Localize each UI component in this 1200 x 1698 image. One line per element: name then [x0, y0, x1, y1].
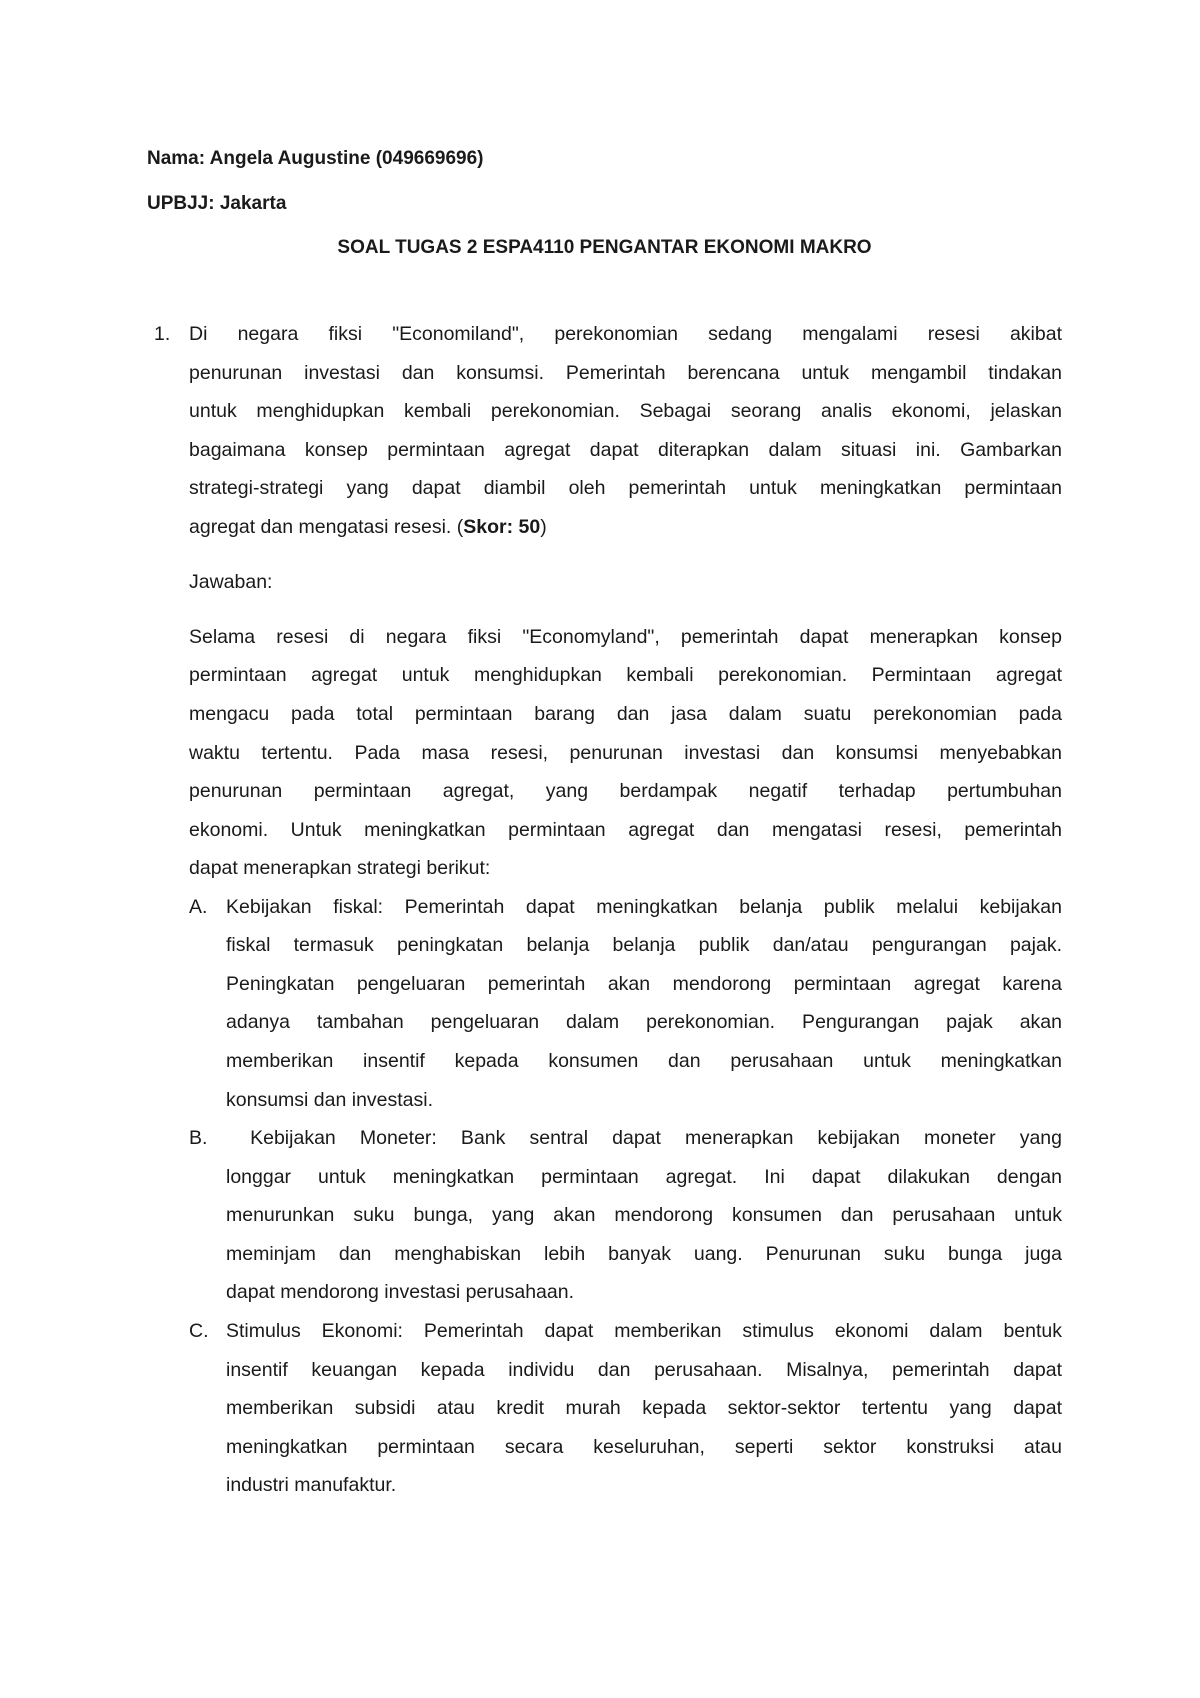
student-name: Nama: Angela Augustine (049669696)	[147, 148, 484, 169]
upbjj-line: UPBJJ: Jakarta	[147, 193, 287, 214]
item-c-line: memberikan subsidi atau kredit murah kepada sektor-sektor tertentu yang dapat	[226, 1397, 1062, 1419]
answer-line: permintaan agregat untuk menghidupkan kembali perekonomian. Permintaan agregat	[189, 664, 1062, 686]
question-last-prefix: agregat dan mengatasi resesi. (	[189, 516, 464, 538]
item-b-line: dapat mendorong investasi perusahaan.	[226, 1281, 574, 1303]
question-line: bagaimana konsep permintaan agregat dapat diterapkan dalam situasi ini. Gambarkan	[189, 439, 1062, 461]
answer-line: Selama resesi di negara fiksi "Economyland", pemerintah dapat menerapkan konsep	[189, 626, 1062, 648]
question-line: strategi-strategi yang dapat diambil oleh pemerintah untuk meningkatkan permintaan	[189, 477, 1062, 499]
list-marker-a: A.	[189, 896, 208, 918]
item-a-line: konsumsi dan investasi.	[226, 1089, 434, 1111]
item-a-line: fiskal termasuk peningkatan belanja belanja publik dan/atau pengurangan pajak.	[226, 934, 1062, 956]
answer-line: dapat menerapkan strategi berikut:	[189, 857, 491, 879]
question-last-suffix: )	[540, 516, 547, 538]
item-b-line: Kebijakan Moneter: Bank sentral dapat menerapkan kebijakan moneter yang	[226, 1127, 1062, 1149]
answer-label: Jawaban:	[189, 571, 273, 593]
answer-line: ekonomi. Untuk meningkatkan permintaan agregat dan mengatasi resesi, pemerintah	[189, 819, 1062, 841]
item-c-line: industri manufaktur.	[226, 1474, 397, 1496]
list-marker-b: B.	[189, 1127, 208, 1149]
list-marker-c: C.	[189, 1320, 209, 1342]
answer-line: mengacu pada total permintaan barang dan jasa dalam suatu perekonomian pada	[189, 703, 1062, 725]
answer-line: penurunan permintaan agregat, yang berdampak negatif terhadap pertumbuhan	[189, 780, 1062, 802]
score-label: Skor: 50	[463, 516, 541, 538]
item-b-line: meminjam dan menghabiskan lebih banyak uang. Penurunan suku bunga juga	[226, 1243, 1062, 1265]
answer-line: waktu tertentu. Pada masa resesi, penurunan investasi dan konsumsi menyebabkan	[189, 742, 1062, 764]
document-title: SOAL TUGAS 2 ESPA4110 PENGANTAR EKONOMI MAKRO	[337, 237, 872, 258]
item-a-line: memberikan insentif kepada konsumen dan perusahaan untuk meningkatkan	[226, 1050, 1062, 1072]
question-line: Di negara fiksi "Economiland", perekonomian sedang mengalami resesi akibat	[189, 323, 1062, 345]
item-c-line: Stimulus Ekonomi: Pemerintah dapat memberikan stimulus ekonomi dalam bentuk	[226, 1320, 1062, 1342]
question-last-line	[189, 515, 1062, 539]
item-c-line: insentif keuangan kepada individu dan perusahaan. Misalnya, pemerintah dapat	[226, 1359, 1062, 1381]
item-c-line: meningkatkan permintaan secara keseluruhan, seperti sektor konstruksi atau	[226, 1436, 1062, 1458]
item-b-line: menurunkan suku bunga, yang akan mendorong konsumen dan perusahaan untuk	[226, 1204, 1062, 1226]
item-a-line: adanya tambahan pengeluaran dalam perekonomian. Pengurangan pajak akan	[226, 1011, 1062, 1033]
item-a-line: Kebijakan fiskal: Pemerintah dapat meningkatkan belanja publik melalui kebijakan	[226, 896, 1062, 918]
question-line: untuk menghidupkan kembali perekonomian. Sebagai seorang analis ekonomi, jelaskan	[189, 400, 1062, 422]
item-a-line: Peningkatan pengeluaran pemerintah akan mendorong permintaan agregat karena	[226, 973, 1062, 995]
question-line: penurunan investasi dan konsumsi. Pemerintah berencana untuk mengambil tindakan	[189, 362, 1062, 384]
item-b-line: longgar untuk meningkatkan permintaan agregat. Ini dapat dilakukan dengan	[226, 1166, 1062, 1188]
question-number: 1.	[154, 323, 171, 345]
